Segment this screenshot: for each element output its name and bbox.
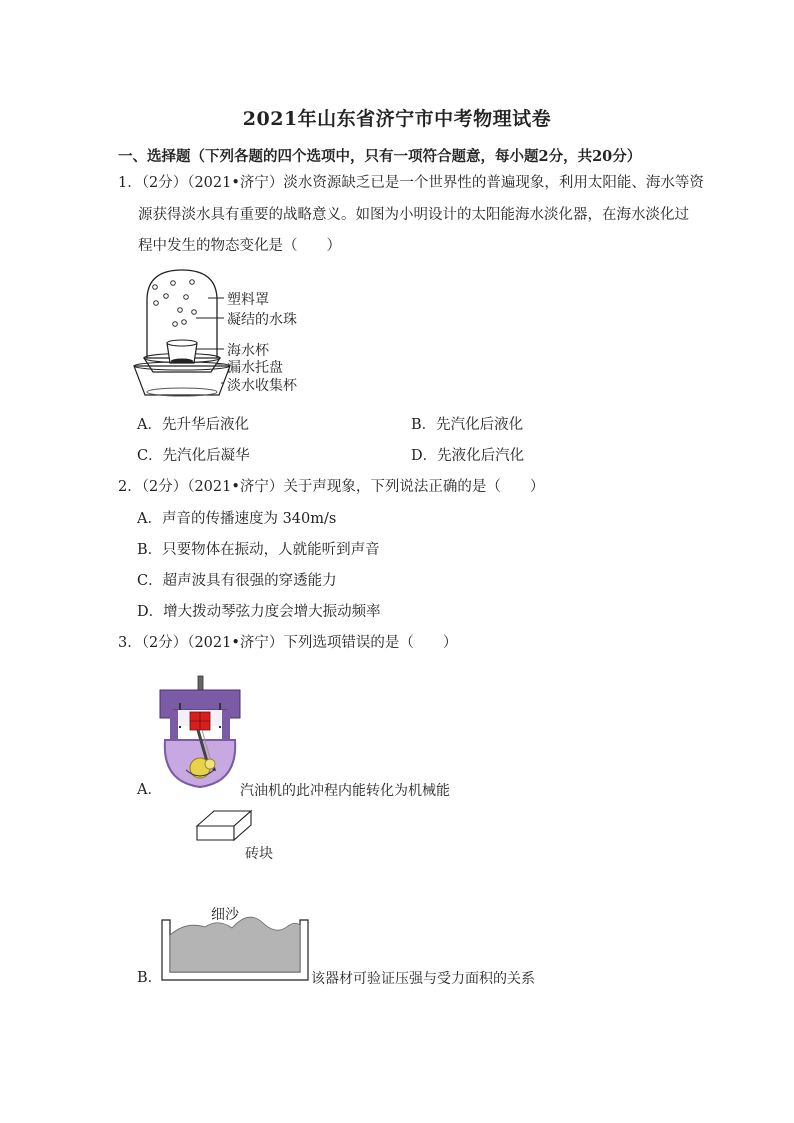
q2-option-b: B．只要物体在振动，人就能听到声音 — [137, 542, 380, 558]
q1-option-d: D．先液化后汽化 — [411, 448, 525, 464]
section-heading: 一、选择题（下列各题的四个选项中，只有一项符合题意，每小题2分，共20分） — [118, 148, 642, 165]
q2-option-c: C．超声波具有很强的穿透能力 — [137, 573, 337, 589]
sand-label: 细沙 — [211, 907, 239, 923]
q3-option-b-letter: B． — [137, 970, 163, 986]
label-freshwater-cup: 淡水收集杯 — [227, 378, 297, 394]
brick-label: 砖块 — [245, 846, 273, 862]
label-seawater-cup: 海水杯 — [227, 343, 269, 359]
q2-option-a: A．声音的传播速度为 340m/s — [137, 511, 337, 527]
q1-option-a: A．先升华后液化 — [137, 417, 249, 433]
q1-option-c: C．先汽化后凝华 — [137, 448, 250, 464]
q1-option-b: B．先汽化后液化 — [411, 417, 524, 433]
page-title: 2021年山东省济宁市中考物理试卷 — [242, 108, 552, 130]
q2-stem: 2．（2分）（2021•济宁）关于声现象，下列说法正确的是（ ） — [118, 479, 545, 495]
q3-option-a-text: 汽油机的此冲程内能转化为机械能 — [240, 783, 450, 799]
q3-stem: 3．（2分）（2021•济宁）下列选项错误的是（ ） — [118, 635, 458, 651]
label-drain-tray: 漏水托盘 — [227, 360, 283, 376]
q3-option-b-text: 该器材可验证压强与受力面积的关系 — [311, 971, 535, 987]
q1-stem-line1: 1．（2分）（2021•济宁）淡水资源缺乏已是一个世界性的普遍现象，利用太阳能、海水等资 — [118, 175, 704, 191]
q1-stem-line3: 程中发生的物态变化是（ ） — [138, 238, 341, 254]
label-plastic-cover: 塑料罩 — [227, 292, 269, 308]
q2-option-d: D．增大拨动琴弦力度会增大振动频率 — [137, 604, 381, 620]
q3-option-a-letter: A． — [137, 782, 162, 798]
label-water-droplets: 凝结的水珠 — [227, 312, 297, 328]
q1-stem-line2: 源获得淡水具有重要的战略意义。如图为小明设计的太阳能海水淡化器，在海水淡化过 — [138, 207, 689, 223]
